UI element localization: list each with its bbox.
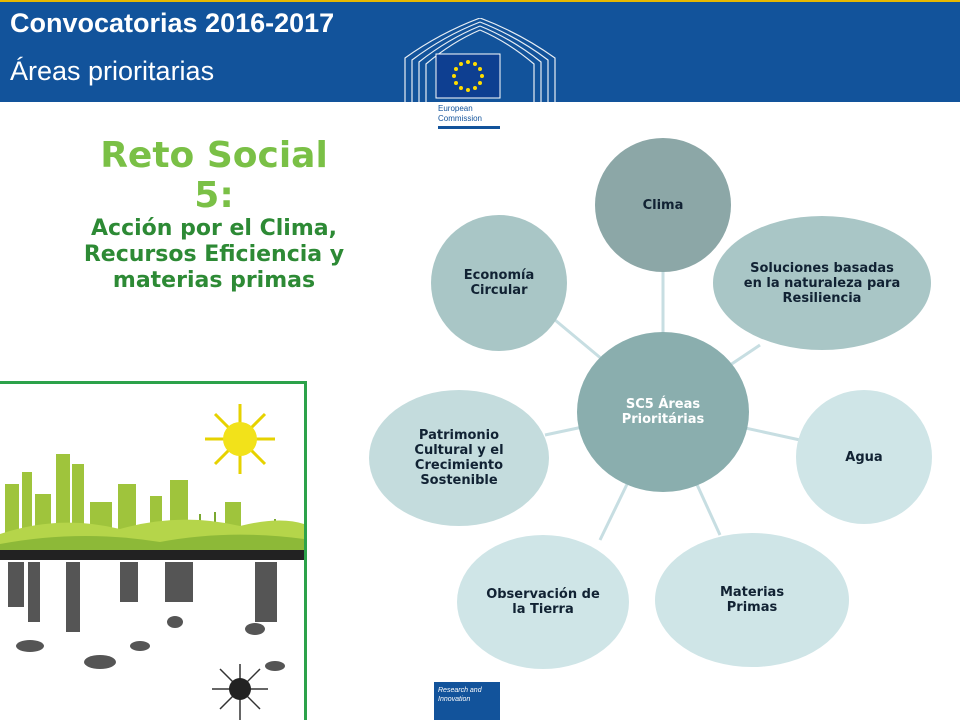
- node-materias: Materias Primas: [655, 533, 849, 667]
- page-title: Convocatorias 2016-2017: [10, 8, 335, 38]
- heading-line-2: 5:: [194, 175, 234, 216]
- node-patrimonio: Patrimonio Cultural y el Crecimiento Sostenible: [369, 390, 549, 526]
- node-agua: Agua: [796, 390, 932, 524]
- node-economia: Economía Circular: [431, 215, 567, 351]
- research-innovation-badge: [434, 682, 500, 720]
- heading-line-1: Reto Social: [100, 135, 328, 176]
- page-subtitle: Áreas prioritarias: [10, 56, 215, 86]
- badge-text: Research and Innovation: [438, 687, 482, 703]
- logo-text-commission: Commission: [438, 114, 483, 123]
- node-observacion: Observación de la Tierra: [457, 535, 629, 669]
- diagram-center-node: SC5 Áreas Prioritárias: [577, 332, 749, 492]
- node-soluciones: Soluciones basadas en la naturaleza para Resiliencia: [713, 216, 931, 350]
- logo-text-european: European: [438, 104, 473, 113]
- heading-line-3: Acción por el Clima, Recursos Eficiencia y materias primas: [83, 216, 345, 293]
- node-clima: Clima: [595, 138, 731, 272]
